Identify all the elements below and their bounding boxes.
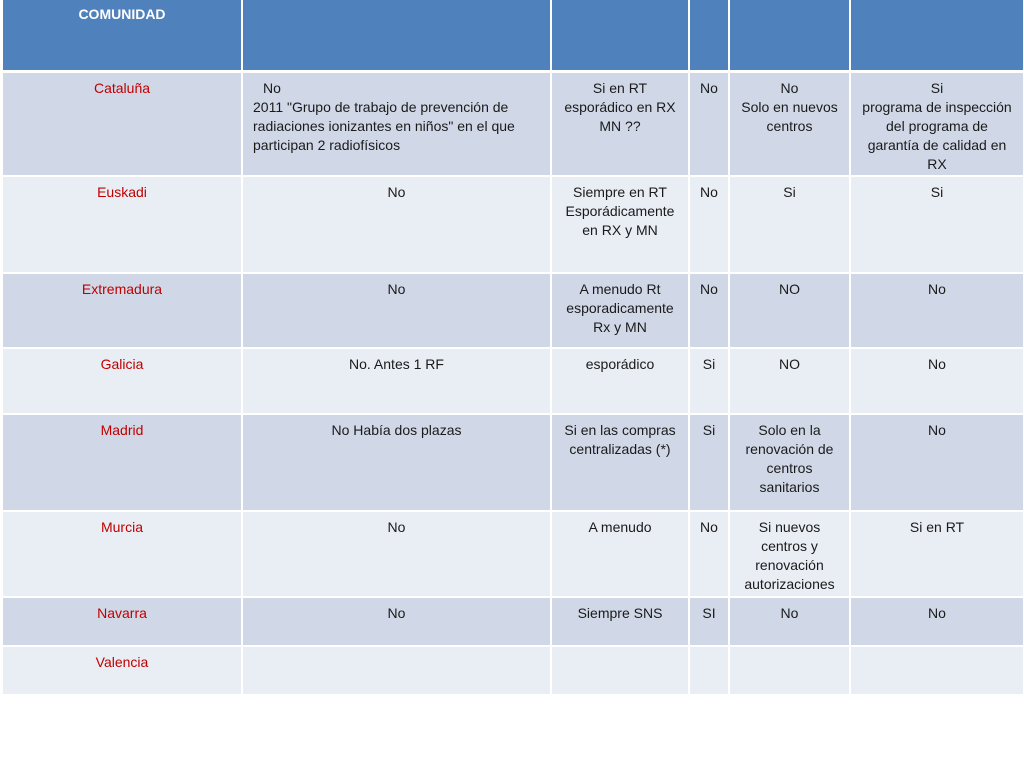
cell-line: NO <box>779 281 800 297</box>
cell-line: renovación de <box>745 441 834 457</box>
col3-cell <box>690 647 730 696</box>
col4-cell <box>730 598 851 647</box>
col3-cell <box>690 598 730 647</box>
comunidad-cell: Murcia <box>3 512 243 598</box>
col5-cell <box>851 177 1023 274</box>
comunidad-cell: Galicia <box>3 349 243 415</box>
col2-cell <box>552 647 690 696</box>
cell-line: centros y <box>761 538 818 554</box>
table-row <box>3 415 1023 512</box>
header-cell-empty <box>690 0 730 73</box>
cell-line: participan 2 radiofísicos <box>253 137 401 153</box>
cell-line: Si <box>702 422 716 438</box>
cell-line: esporádico en RX <box>564 99 676 115</box>
comunidad-cell: Navarra <box>3 598 243 647</box>
col1-cell <box>243 512 552 598</box>
cell-line: Si <box>930 184 944 200</box>
col2-cell <box>552 274 690 349</box>
col4-cell <box>730 73 851 177</box>
table-row <box>3 512 1023 598</box>
col3-cell <box>690 274 730 349</box>
col5-cell <box>851 647 1023 696</box>
col2-cell <box>552 349 690 415</box>
cell-line: No. Antes 1 RF <box>349 356 444 372</box>
cell-line: del programa de <box>886 118 988 134</box>
cell-line: Solo en la <box>758 422 821 438</box>
cell-line: Si nuevos <box>758 519 821 535</box>
comunidad-cell: Euskadi <box>3 177 243 274</box>
col3-cell <box>690 349 730 415</box>
comunidad-cell: Cataluña <box>3 73 243 177</box>
cell-line: Siempre SNS <box>577 605 663 621</box>
cell-line: MN ?? <box>599 118 641 134</box>
cell-line: Si <box>783 184 796 200</box>
cell-line: Si en las compras <box>564 422 676 438</box>
cell-line: centralizadas (*) <box>569 441 671 457</box>
cell-line: No <box>387 605 406 621</box>
header-cell-empty <box>552 0 690 73</box>
col1-cell <box>243 177 552 274</box>
cell-line: esporadicamente <box>566 300 674 316</box>
cell-line: centros <box>766 460 813 476</box>
col5-cell <box>851 274 1023 349</box>
comunidades-table <box>3 0 1023 696</box>
cell-line: Si en RT <box>592 80 648 96</box>
col1-cell <box>243 349 552 415</box>
cell-line: esporádico <box>585 356 655 372</box>
cell-line: No <box>387 281 406 297</box>
col5-cell <box>851 349 1023 415</box>
cell-line: No <box>263 80 281 96</box>
col3-cell <box>690 177 730 274</box>
cell-line: A menudo Rt <box>579 281 661 297</box>
col4-cell <box>730 274 851 349</box>
col2-cell <box>552 73 690 177</box>
col2-cell <box>552 598 690 647</box>
col2-cell <box>552 415 690 512</box>
cell-line: autorizaciones <box>744 576 835 592</box>
cell-line: No Había dos plazas <box>331 422 462 438</box>
col1-cell <box>243 73 552 177</box>
cell-line: Solo en nuevos <box>741 99 838 115</box>
col3-cell <box>690 512 730 598</box>
cell-line: No <box>700 80 718 96</box>
cell-line: No <box>928 422 946 438</box>
comunidad-cell: Extremadura <box>3 274 243 349</box>
col4-cell <box>730 512 851 598</box>
col1-cell <box>243 647 552 696</box>
cell-line: A menudo <box>588 519 652 535</box>
cell-line: No <box>780 605 799 621</box>
col3-cell <box>690 415 730 512</box>
cell-line: Si <box>702 356 716 372</box>
table-row <box>3 274 1023 349</box>
cell-line: Siempre en RT <box>573 184 667 200</box>
cell-line: RX <box>927 156 947 172</box>
cell-line: No <box>387 519 406 535</box>
cell-line: centros <box>766 118 813 134</box>
table-row <box>3 647 1023 696</box>
cell-line: No <box>928 356 946 372</box>
col5-cell <box>851 415 1023 512</box>
col1-cell <box>243 415 552 512</box>
cell-line: No <box>700 519 718 535</box>
col4-cell <box>730 415 851 512</box>
table-row <box>3 177 1023 274</box>
cell-line: SI <box>702 605 716 621</box>
cell-line: Esporádicamente <box>565 203 675 219</box>
col4-cell <box>730 647 851 696</box>
cell-line: NO <box>779 356 800 372</box>
col3-cell <box>690 73 730 177</box>
col5-cell <box>851 598 1023 647</box>
col2-cell <box>552 512 690 598</box>
comunidad-cell: Valencia <box>3 647 243 696</box>
cell-line: No <box>700 184 718 200</box>
col2-cell <box>552 177 690 274</box>
cell-line: garantía de calidad en <box>867 137 1007 153</box>
table-row <box>3 73 1023 177</box>
col5-cell <box>851 512 1023 598</box>
comunidad-cell: Madrid <box>3 415 243 512</box>
col1-cell <box>243 598 552 647</box>
cell-line: 2011 "Grupo de trabajo de prevención de <box>253 99 509 115</box>
cell-line: radiaciones ionizantes en niños" en el que <box>253 118 515 134</box>
cell-line: Rx y MN <box>593 319 647 335</box>
header-cell-empty <box>730 0 851 73</box>
table-header-row <box>3 0 1023 73</box>
col4-cell <box>730 177 851 274</box>
cell-line: programa de inspección <box>862 99 1012 115</box>
cell-line: renovación <box>755 557 824 573</box>
cell-line: en RX y MN <box>582 222 658 238</box>
cell-line: No <box>387 184 406 200</box>
cell-line: No <box>928 605 946 621</box>
cell-line: Si en RT <box>909 519 965 535</box>
col1-cell <box>243 274 552 349</box>
col5-cell <box>851 73 1023 177</box>
table-row <box>3 598 1023 647</box>
table-row <box>3 349 1023 415</box>
cell-line: sanitarios <box>759 479 820 495</box>
cell-line: No <box>700 281 718 297</box>
cell-line: No <box>928 281 946 297</box>
cell-line: No <box>780 80 799 96</box>
cell-line: Si <box>930 80 944 96</box>
header-cell-empty <box>851 0 1023 73</box>
header-comunidad: COMUNIDAD <box>3 0 243 73</box>
header-cell-empty <box>243 0 552 73</box>
col4-cell <box>730 349 851 415</box>
